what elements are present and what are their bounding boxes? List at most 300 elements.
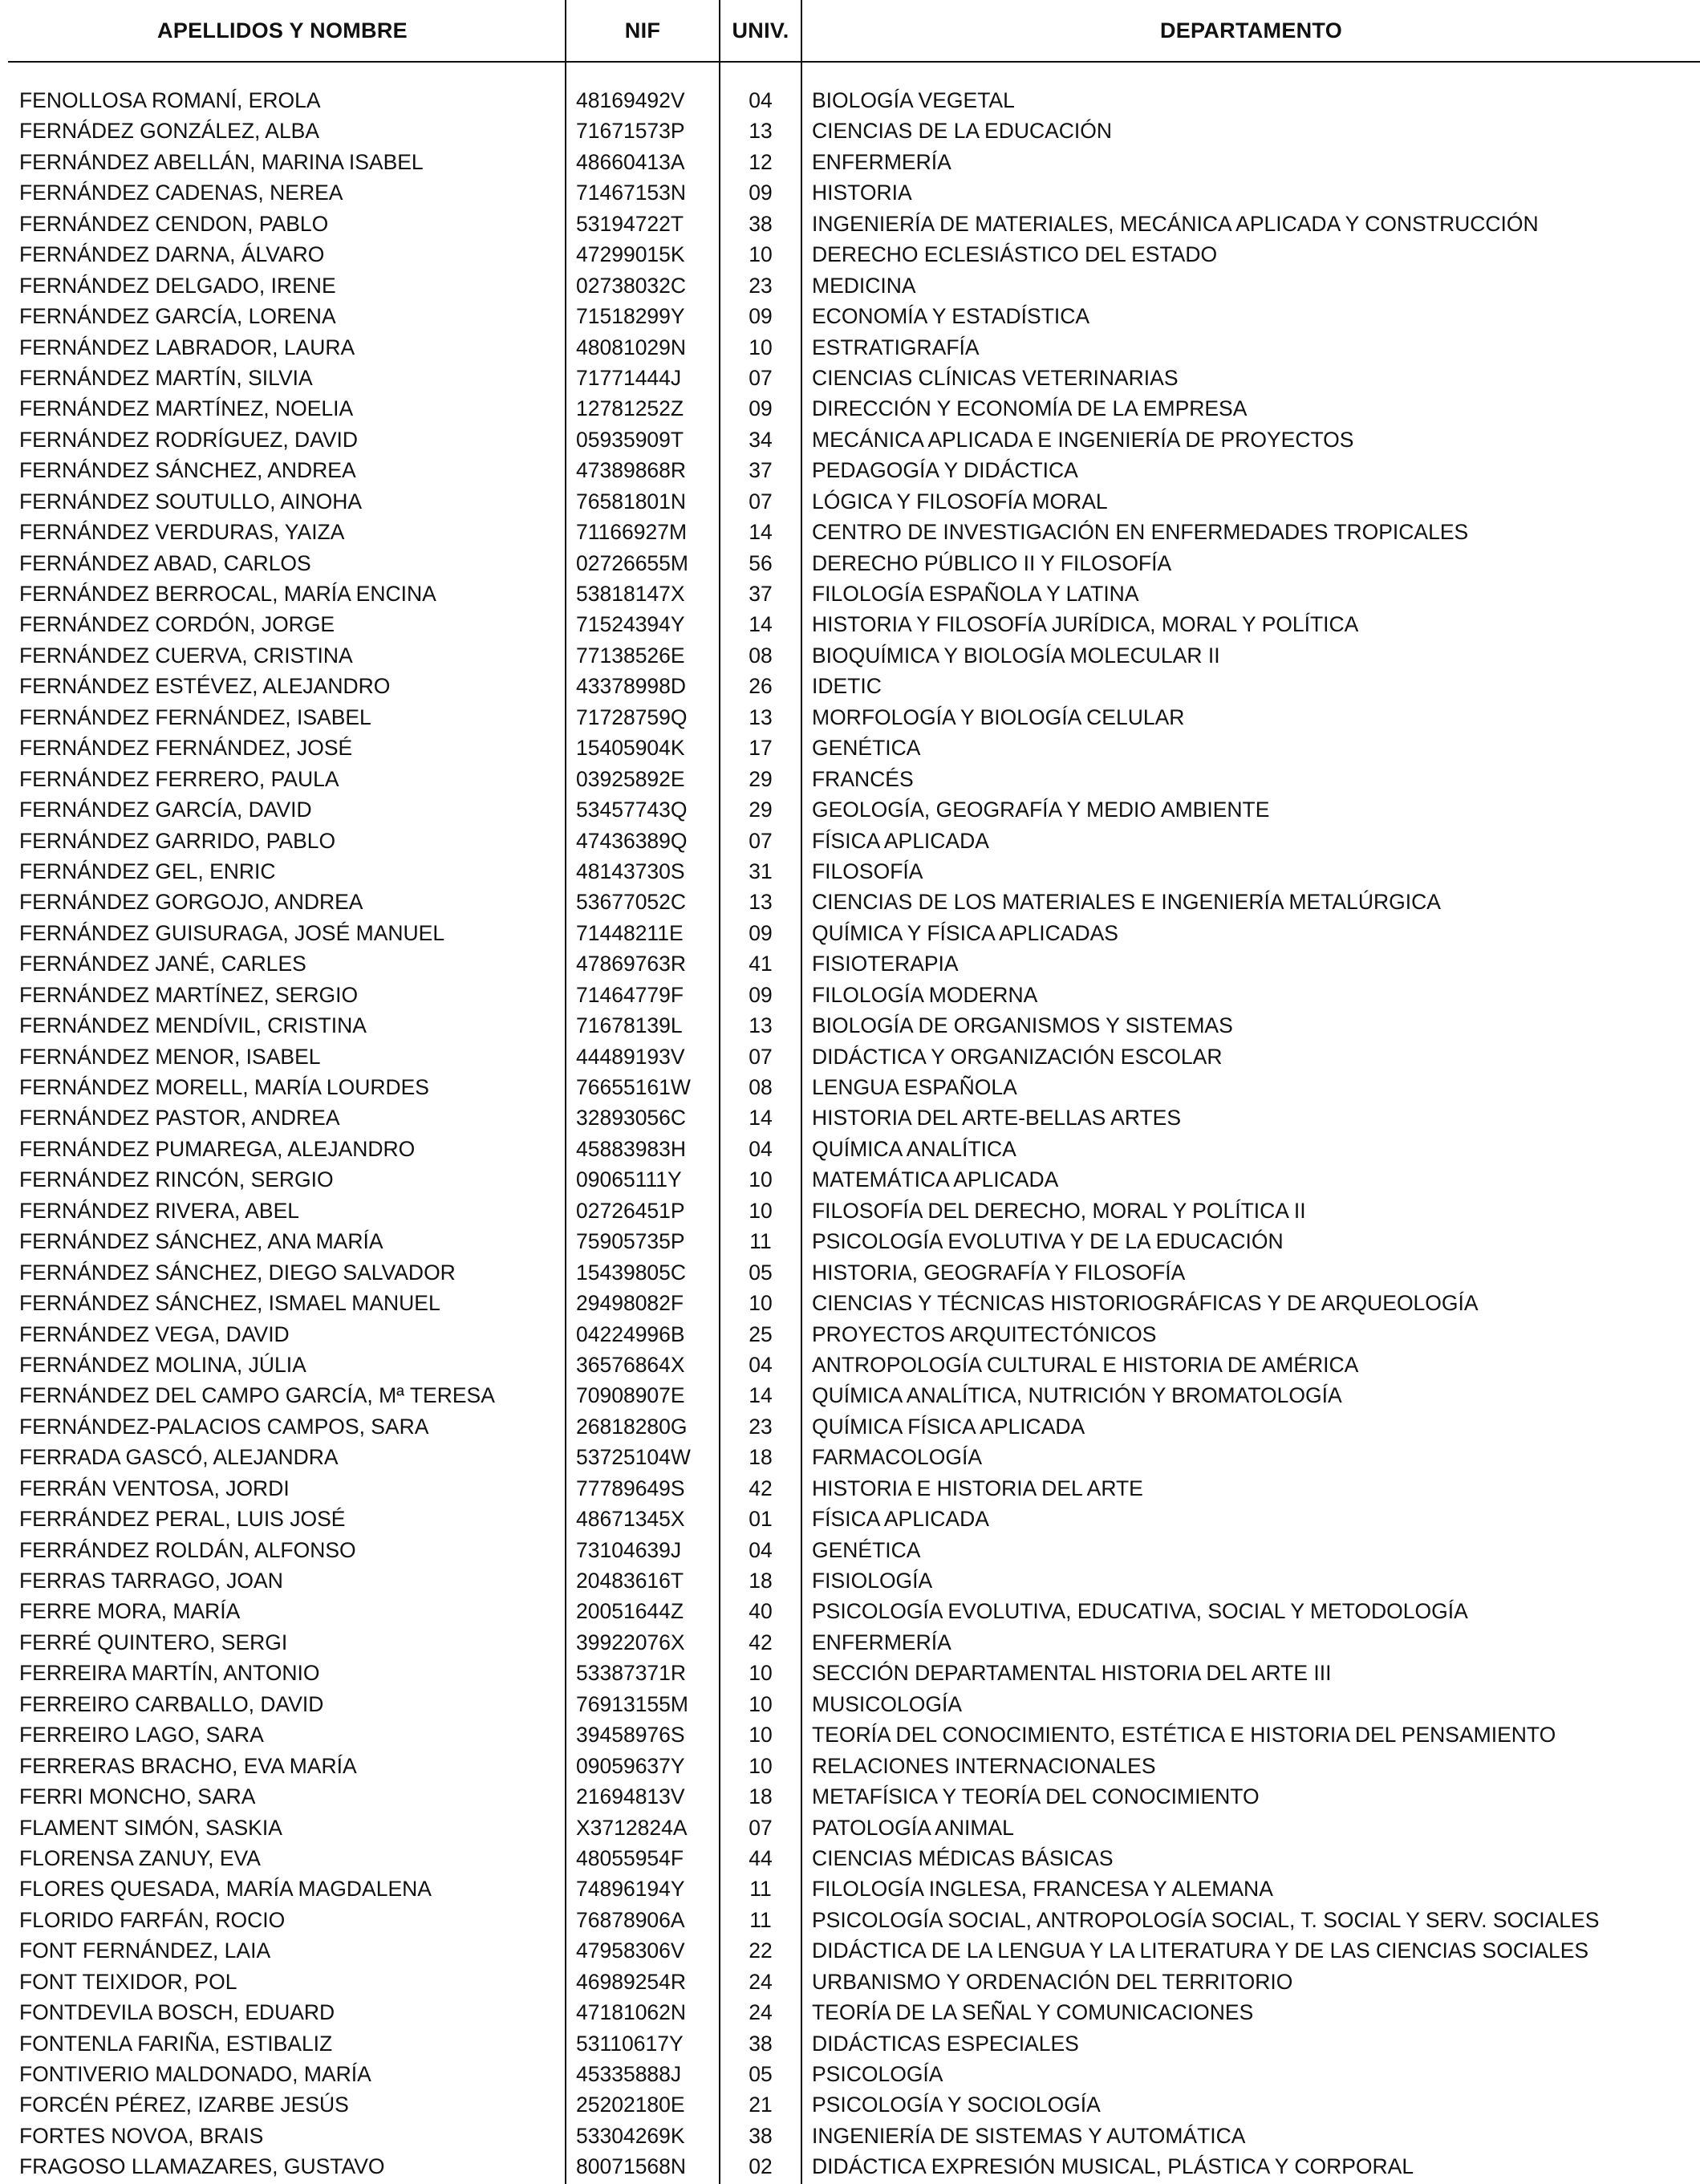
cell-univ: 42 bbox=[749, 1476, 773, 1500]
cell-univ: 24 bbox=[749, 2000, 773, 2025]
table-row bbox=[0, 1689, 1700, 1719]
cell-nif: 71671573P bbox=[576, 119, 685, 144]
cell-univ: 07 bbox=[749, 828, 773, 853]
table-row bbox=[0, 826, 1700, 856]
cell-department: URBANISMO Y ORDENACIÓN DEL TERRITORIO bbox=[812, 1969, 1293, 1994]
table-row bbox=[0, 1196, 1700, 1226]
cell-nif: 73104639J bbox=[576, 1537, 682, 1562]
cell-nif: 71464779F bbox=[576, 982, 684, 1007]
cell-name: FERNÁNDEZ RODRÍGUEZ, DAVID bbox=[19, 427, 359, 452]
cell-name: FERRÁNDEZ ROLDÁN, ALFONSO bbox=[19, 1537, 356, 1562]
cell-name: FONT FERNÁNDEZ, LAIA bbox=[19, 1938, 271, 1963]
table-row bbox=[0, 1257, 1700, 1288]
cell-nif: 71467153N bbox=[576, 181, 687, 205]
cell-nif: 48169492V bbox=[576, 88, 685, 112]
cell-nif: 48143730S bbox=[576, 859, 685, 883]
cell-nif: 71166927M bbox=[576, 520, 688, 545]
cell-nif: 53110617Y bbox=[576, 2031, 684, 2056]
cell-name: FLORIDO FARFÁN, ROCIO bbox=[19, 1907, 286, 1932]
cell-nif: 53677052C bbox=[576, 890, 687, 915]
cell-univ: 09 bbox=[749, 920, 773, 945]
cell-department: PSICOLOGÍA Y SOCIOLOGÍA bbox=[812, 2093, 1101, 2117]
cell-univ: 10 bbox=[749, 1691, 773, 1716]
table-row bbox=[0, 856, 1700, 887]
table-row bbox=[0, 1226, 1700, 1256]
table-row bbox=[0, 548, 1700, 578]
cell-nif: 47389868R bbox=[576, 458, 687, 483]
cell-department: PSICOLOGÍA bbox=[812, 2062, 943, 2086]
cell-univ: 37 bbox=[749, 582, 773, 606]
cell-department: DIDÁCTICAS ESPECIALES bbox=[812, 2031, 1079, 2056]
table-row bbox=[0, 1102, 1700, 1133]
cell-univ: 23 bbox=[749, 1414, 773, 1439]
cell-department: BIOLOGÍA DE ORGANISMOS Y SISTEMAS bbox=[812, 1013, 1233, 1038]
cell-department: FISIOLOGÍA bbox=[812, 1569, 933, 1593]
cell-univ: 14 bbox=[749, 1106, 773, 1131]
table-row bbox=[0, 733, 1700, 763]
cell-nif: 20483616T bbox=[576, 1569, 684, 1593]
cell-univ: 10 bbox=[749, 1723, 773, 1748]
cell-name: FERNÁNDEZ LABRADOR, LAURA bbox=[19, 335, 355, 359]
cell-name: FERNÁNDEZ GUISURAGA, JOSÉ MANUEL bbox=[19, 920, 445, 945]
cell-department: QUÍMICA ANALÍTICA bbox=[812, 1136, 1016, 1161]
table-row bbox=[0, 948, 1700, 979]
cell-name: FERRAS TARRAGO, JOAN bbox=[19, 1569, 283, 1593]
table-row bbox=[0, 486, 1700, 517]
cell-name: FERNÁNDEZ ABAD, CARLOS bbox=[19, 550, 311, 575]
cell-name: FERNÁNDEZ VERDURAS, YAIZA bbox=[19, 520, 345, 545]
cell-univ: 44 bbox=[749, 1845, 773, 1870]
cell-univ: 07 bbox=[749, 365, 773, 390]
cell-nif: 39922076X bbox=[576, 1630, 685, 1654]
cell-univ: 11 bbox=[749, 1877, 772, 1902]
table-row bbox=[0, 301, 1700, 331]
cell-name: FLORES QUESADA, MARÍA MAGDALENA bbox=[19, 1877, 432, 1902]
cell-nif: 76581801N bbox=[576, 489, 687, 514]
cell-nif: 48660413A bbox=[576, 149, 685, 174]
table-row bbox=[0, 887, 1700, 917]
table-row bbox=[0, 270, 1700, 301]
header-department: DEPARTAMENTO bbox=[1159, 18, 1343, 43]
cell-name: FERNÁNDEZ-PALACIOS CAMPOS, SARA bbox=[19, 1414, 429, 1439]
cell-nif: 47181062N bbox=[576, 2000, 687, 2025]
cell-name: FERNÁNDEZ PASTOR, ANDREA bbox=[19, 1106, 340, 1131]
cell-department: METAFÍSICA Y TEORÍA DEL CONOCIMIENTO bbox=[812, 1784, 1260, 1809]
cell-univ: 10 bbox=[749, 1753, 773, 1778]
cell-univ: 18 bbox=[749, 1445, 773, 1470]
cell-nif: 02726655M bbox=[576, 550, 688, 575]
cell-name: FERRÁNDEZ PERAL, LUIS JOSÉ bbox=[19, 1507, 346, 1532]
cell-department: CIENCIAS DE LOS MATERIALES E INGENIERÍA METALÚRGICA bbox=[812, 890, 1441, 915]
cell-univ: 17 bbox=[749, 736, 773, 761]
cell-department: CIENCIAS CLÍNICAS VETERINARIAS bbox=[812, 365, 1179, 390]
cell-name: FERRÉ QUINTERO, SERGI bbox=[19, 1630, 288, 1654]
cell-name: FRAGOSO LLAMAZARES, GUSTAVO bbox=[19, 2154, 385, 2179]
cell-department: FÍSICA APLICADA bbox=[812, 828, 989, 853]
table-row bbox=[0, 363, 1700, 393]
cell-nif: 05935909T bbox=[576, 427, 684, 452]
table-row bbox=[0, 1041, 1700, 1072]
cell-department: FILOLOGÍA MODERNA bbox=[812, 982, 1038, 1007]
cell-department: FISIOTERAPIA bbox=[812, 952, 959, 976]
cell-nif: 15405904K bbox=[576, 736, 685, 761]
table-row bbox=[0, 1350, 1700, 1380]
table-row bbox=[0, 1134, 1700, 1164]
cell-name: FONTDEVILA BOSCH, EDUARD bbox=[19, 2000, 335, 2025]
cell-department: ENFERMERÍA bbox=[812, 1630, 951, 1654]
cell-univ: 18 bbox=[749, 1784, 773, 1809]
cell-department: MATEMÁTICA APLICADA bbox=[812, 1167, 1059, 1192]
cell-name: FLAMENT SIMÓN, SASKIA bbox=[19, 1815, 282, 1840]
cell-name: FERNÁNDEZ CUERVA, CRISTINA bbox=[19, 643, 353, 668]
cell-nif: 48081029N bbox=[576, 335, 687, 359]
cell-nif: 20051644Z bbox=[576, 1599, 684, 1624]
table-row bbox=[0, 1781, 1700, 1812]
cell-name: FERNÁNDEZ GARCÍA, DAVID bbox=[19, 798, 312, 822]
cell-name: FERNÁNDEZ MORELL, MARÍA LOURDES bbox=[19, 1075, 429, 1099]
cell-nif: 48055954F bbox=[576, 1845, 684, 1870]
cell-department: PSICOLOGÍA EVOLUTIVA, EDUCATIVA, SOCIAL Y METODOLOGÍA bbox=[812, 1599, 1468, 1624]
table-row bbox=[0, 1997, 1700, 2028]
cell-department: GEOLOGÍA, GEOGRAFÍA Y MEDIO AMBIENTE bbox=[812, 798, 1270, 822]
cell-department: MUSICOLOGÍA bbox=[812, 1691, 963, 1716]
cell-name: FONTIVERIO MALDONADO, MARÍA bbox=[19, 2062, 371, 2086]
table-row bbox=[0, 671, 1700, 701]
cell-univ: 10 bbox=[749, 1291, 773, 1316]
table-row bbox=[0, 794, 1700, 825]
cell-nif: 09065111Y bbox=[576, 1167, 682, 1192]
cell-nif: 32893056C bbox=[576, 1106, 687, 1131]
cell-department: CENTRO DE INVESTIGACIÓN EN ENFERMEDADES TROPICALES bbox=[812, 520, 1469, 545]
cell-name: FONT TEIXIDOR, POL bbox=[19, 1969, 237, 1994]
cell-nif: 44489193V bbox=[576, 1044, 685, 1069]
table-row bbox=[0, 2059, 1700, 2089]
cell-name: FERRÁN VENTOSA, JORDI bbox=[19, 1476, 290, 1500]
cell-nif: 47436389Q bbox=[576, 828, 688, 853]
cell-name: FERNÁNDEZ CADENAS, NEREA bbox=[19, 181, 343, 205]
table-row bbox=[0, 1627, 1700, 1658]
cell-department: ANTROPOLOGÍA CULTURAL E HISTORIA DE AMÉRICA bbox=[812, 1352, 1359, 1377]
cell-department: FRANCÉS bbox=[812, 766, 914, 791]
cell-nif: 03925892E bbox=[576, 766, 685, 791]
cell-department: CIENCIAS MÉDICAS BÁSICAS bbox=[812, 1845, 1114, 1870]
cell-name: FERREIRA MARTÍN, ANTONIO bbox=[19, 1661, 320, 1686]
cell-nif: 15439805C bbox=[576, 1260, 687, 1285]
cell-univ: 09 bbox=[749, 396, 773, 421]
cell-department: BIOQUÍMICA Y BIOLOGÍA MOLECULAR II bbox=[812, 643, 1220, 668]
cell-name: FONTENLA FARIÑA, ESTIBALIZ bbox=[19, 2031, 333, 2056]
cell-name: FERNÁNDEZ DELGADO, IRENE bbox=[19, 273, 336, 298]
cell-univ: 14 bbox=[749, 612, 773, 637]
cell-name: FERNÁNDEZ MARTÍNEZ, SERGIO bbox=[19, 982, 359, 1007]
cell-department: PSICOLOGÍA EVOLUTIVA Y DE LA EDUCACIÓN bbox=[812, 1229, 1284, 1254]
cell-department: DIDÁCTICA EXPRESIÓN MUSICAL, PLÁSTICA Y CORPORAL bbox=[812, 2154, 1414, 2179]
cell-nif: 04224996B bbox=[576, 1321, 685, 1346]
cell-nif: 53818147X bbox=[576, 582, 685, 606]
cell-department: DERECHO ECLESIÁSTICO DEL ESTADO bbox=[812, 242, 1218, 267]
cell-department: LENGUA ESPAÑOLA bbox=[812, 1075, 1017, 1099]
cell-department: CIENCIAS DE LA EDUCACIÓN bbox=[812, 119, 1113, 144]
cell-name: FERNÁNDEZ CORDÓN, JORGE bbox=[19, 612, 335, 637]
cell-department: QUÍMICA ANALÍTICA, NUTRICIÓN Y BROMATOLOGÍA bbox=[812, 1383, 1342, 1408]
cell-univ: 13 bbox=[749, 890, 773, 915]
cell-department: MORFOLOGÍA Y BIOLOGÍA CELULAR bbox=[812, 704, 1185, 729]
cell-univ: 10 bbox=[749, 335, 773, 359]
cell-nif: 39458976S bbox=[576, 1723, 685, 1748]
header-univ: UNIV. bbox=[732, 18, 789, 43]
cell-name: FLORENSA ZANUY, EVA bbox=[19, 1845, 261, 1870]
cell-nif: 76655161W bbox=[576, 1075, 691, 1099]
cell-univ: 04 bbox=[749, 88, 773, 112]
table-row bbox=[0, 980, 1700, 1010]
cell-nif: 71678139L bbox=[576, 1013, 683, 1038]
cell-name: FERNÁNDEZ SÁNCHEZ, ANDREA bbox=[19, 458, 356, 483]
cell-univ: 41 bbox=[749, 952, 773, 976]
cell-nif: 45335888J bbox=[576, 2062, 682, 2086]
cell-name: FERNÁNDEZ GARRIDO, PABLO bbox=[19, 828, 336, 853]
cell-department: HISTORIA DEL ARTE-BELLAS ARTES bbox=[812, 1106, 1182, 1131]
table-row bbox=[0, 1473, 1700, 1504]
cell-nif: 43378998D bbox=[576, 674, 687, 699]
cell-univ: 08 bbox=[749, 1075, 773, 1099]
cell-name: FERNÁNDEZ PUMAREGA, ALEJANDRO bbox=[19, 1136, 416, 1161]
table-row bbox=[0, 1072, 1700, 1102]
cell-department: LÓGICA Y FILOSOFÍA MORAL bbox=[812, 489, 1108, 514]
cell-department: TEORÍA DE LA SEÑAL Y COMUNICACIONES bbox=[812, 2000, 1254, 2025]
table-row bbox=[0, 640, 1700, 671]
cell-univ: 07 bbox=[749, 1815, 773, 1840]
table-row bbox=[0, 147, 1700, 177]
cell-nif: 80071568N bbox=[576, 2154, 687, 2179]
table-row bbox=[0, 1935, 1700, 1966]
cell-univ: 05 bbox=[749, 2062, 773, 2086]
table-row bbox=[0, 2028, 1700, 2059]
table-row bbox=[0, 1442, 1700, 1472]
cell-univ: 01 bbox=[749, 1507, 773, 1532]
table-row bbox=[0, 1596, 1700, 1626]
cell-name: FERNÁNDEZ SÁNCHEZ, ANA MARÍA bbox=[19, 1229, 383, 1254]
cell-department: CIENCIAS Y TÉCNICAS HISTORIOGRÁFICAS Y DE ARQUEOLOGÍA bbox=[812, 1291, 1479, 1316]
cell-name: FERNÁNDEZ SOUTULLO, AINOHA bbox=[19, 489, 363, 514]
cell-department: HISTORIA Y FILOSOFÍA JURÍDICA, MORAL Y POLÍTICA bbox=[812, 612, 1359, 637]
table-row bbox=[0, 1380, 1700, 1411]
cell-name: FERNÁNDEZ SÁNCHEZ, DIEGO SALVADOR bbox=[19, 1260, 456, 1285]
cell-name: FERNÁNDEZ MENOR, ISABEL bbox=[19, 1044, 321, 1069]
cell-univ: 09 bbox=[749, 181, 773, 205]
table-row bbox=[0, 116, 1700, 146]
cell-nif: 29498082F bbox=[576, 1291, 684, 1316]
cell-department: IDETIC bbox=[812, 674, 882, 699]
cell-univ: 37 bbox=[749, 458, 773, 483]
table-row bbox=[0, 1751, 1700, 1781]
cell-department: RELACIONES INTERNACIONALES bbox=[812, 1753, 1156, 1778]
cell-name: FERNÁNDEZ GEL, ENRIC bbox=[19, 859, 276, 883]
cell-name: FERNÁNDEZ GORGOJO, ANDREA bbox=[19, 890, 363, 915]
table-row bbox=[0, 1010, 1700, 1041]
cell-univ: 10 bbox=[749, 1167, 773, 1192]
cell-department: QUÍMICA Y FÍSICA APLICADAS bbox=[812, 920, 1118, 945]
table-row bbox=[0, 1813, 1700, 1843]
cell-department: FILOLOGÍA INGLESA, FRANCESA Y ALEMANA bbox=[812, 1877, 1273, 1902]
table-row bbox=[0, 578, 1700, 609]
cell-name: FERNÁNDEZ DEL CAMPO GARCÍA, Mª TERESA bbox=[19, 1383, 495, 1408]
table-row bbox=[0, 517, 1700, 547]
header-rule bbox=[8, 61, 1700, 63]
cell-name: FERREIRO LAGO, SARA bbox=[19, 1723, 264, 1748]
cell-name: FERNÁNDEZ FERRERO, PAULA bbox=[19, 766, 339, 791]
cell-univ: 07 bbox=[749, 1044, 773, 1069]
cell-name: FERNÁNDEZ MOLINA, JÚLIA bbox=[19, 1352, 306, 1377]
cell-univ: 04 bbox=[749, 1352, 773, 1377]
table-row bbox=[0, 239, 1700, 270]
table-row bbox=[0, 1319, 1700, 1350]
table-row bbox=[0, 1504, 1700, 1534]
cell-name: FERNÁNDEZ MARTÍNEZ, NOELIA bbox=[19, 396, 354, 421]
table-row bbox=[0, 1843, 1700, 1873]
cell-department: FILOSOFÍA DEL DERECHO, MORAL Y POLÍTICA II bbox=[812, 1198, 1306, 1223]
cell-nif: 45883983H bbox=[576, 1136, 687, 1161]
table-row bbox=[0, 1565, 1700, 1596]
cell-nif: 70908907E bbox=[576, 1383, 685, 1408]
table-row bbox=[0, 2151, 1700, 2182]
table-row bbox=[0, 332, 1700, 363]
cell-univ: 34 bbox=[749, 427, 773, 452]
cell-univ: 56 bbox=[749, 550, 773, 575]
cell-department: FARMACOLOGÍA bbox=[812, 1445, 983, 1470]
cell-nif: 53725104W bbox=[576, 1445, 691, 1470]
cell-univ: 07 bbox=[749, 489, 773, 514]
cell-nif: X3712824A bbox=[576, 1815, 688, 1840]
cell-univ: 29 bbox=[749, 798, 773, 822]
cell-univ: 02 bbox=[749, 2154, 773, 2179]
cell-name: FORTES NOVOA, BRAIS bbox=[19, 2123, 264, 2148]
cell-nif: 71448211E bbox=[576, 920, 684, 945]
cell-department: GENÉTICA bbox=[812, 1537, 921, 1562]
cell-name: FERNÁDEZ GONZÁLEZ, ALBA bbox=[19, 119, 320, 144]
cell-nif: 47958306V bbox=[576, 1938, 685, 1963]
cell-nif: 47869763R bbox=[576, 952, 687, 976]
cell-department: PATOLOGÍA ANIMAL bbox=[812, 1815, 1014, 1840]
cell-department: ENFERMERÍA bbox=[812, 149, 951, 174]
cell-nif: 47299015K bbox=[576, 242, 685, 267]
table-body bbox=[0, 85, 1700, 2182]
cell-department: SECCIÓN DEPARTAMENTAL HISTORIA DEL ARTE III bbox=[812, 1661, 1332, 1686]
cell-nif: 75905735P bbox=[576, 1229, 685, 1254]
cell-univ: 29 bbox=[749, 766, 773, 791]
cell-nif: 53387371R bbox=[576, 1661, 687, 1686]
cell-department: MEDICINA bbox=[812, 273, 916, 298]
cell-nif: 46989254R bbox=[576, 1969, 687, 1994]
cell-name: FERNÁNDEZ CENDON, PABLO bbox=[19, 211, 329, 236]
cell-department: HISTORIA E HISTORIA DEL ARTE bbox=[812, 1476, 1143, 1500]
cell-univ: 14 bbox=[749, 520, 773, 545]
table-row bbox=[0, 918, 1700, 948]
cell-nif: 25202180E bbox=[576, 2093, 685, 2117]
cell-nif: 74896194Y bbox=[576, 1877, 685, 1902]
cell-department: INGENIERÍA DE MATERIALES, MECÁNICA APLICADA Y CONSTRUCCIÓN bbox=[812, 211, 1539, 236]
cell-department: DIDÁCTICA DE LA LENGUA Y LA LITERATURA Y DE LAS CIENCIAS SOCIALES bbox=[812, 1938, 1589, 1963]
cell-department: GENÉTICA bbox=[812, 736, 921, 761]
cell-department: FÍSICA APLICADA bbox=[812, 1507, 989, 1532]
cell-name: FERNÁNDEZ BERROCAL, MARÍA ENCINA bbox=[19, 582, 436, 606]
cell-department: FILOLOGÍA ESPAÑOLA Y LATINA bbox=[812, 582, 1139, 606]
cell-nif: 26818280G bbox=[576, 1414, 688, 1439]
cell-univ: 10 bbox=[749, 1661, 773, 1686]
cell-univ: 04 bbox=[749, 1537, 773, 1562]
cell-name: FERRE MORA, MARÍA bbox=[19, 1599, 241, 1624]
table-row bbox=[0, 424, 1700, 455]
cell-name: FERNÁNDEZ MENDÍVIL, CRISTINA bbox=[19, 1013, 367, 1038]
table-row bbox=[0, 1164, 1700, 1195]
cell-nif: 76913155M bbox=[576, 1691, 688, 1716]
cell-univ: 25 bbox=[749, 1321, 773, 1346]
cell-univ: 10 bbox=[749, 1198, 773, 1223]
table-row bbox=[0, 609, 1700, 639]
table-row bbox=[0, 1658, 1700, 1688]
cell-department: DIRECCIÓN Y ECONOMÍA DE LA EMPRESA bbox=[812, 396, 1248, 421]
header-name: APELLIDOS Y NOMBRE bbox=[157, 18, 408, 43]
cell-nif: 12781252Z bbox=[576, 396, 684, 421]
cell-department: PROYECTOS ARQUITECTÓNICOS bbox=[812, 1321, 1157, 1346]
cell-nif: 71728759Q bbox=[576, 704, 688, 729]
cell-name: FERNÁNDEZ RINCÓN, SERGIO bbox=[19, 1167, 334, 1192]
cell-department: MECÁNICA APLICADA E INGENIERÍA DE PROYECTOS bbox=[812, 427, 1354, 452]
cell-univ: 23 bbox=[749, 273, 773, 298]
cell-department: FILOSOFÍA bbox=[812, 859, 923, 883]
table-row bbox=[0, 1719, 1700, 1750]
cell-name: FERNÁNDEZ FERNÁNDEZ, ISABEL bbox=[19, 704, 371, 729]
cell-nif: 71518299Y bbox=[576, 304, 685, 329]
cell-name: FERRERAS BRACHO, EVA MARÍA bbox=[19, 1753, 357, 1778]
cell-univ: 38 bbox=[749, 2031, 773, 2056]
cell-univ: 13 bbox=[749, 119, 773, 144]
cell-univ: 11 bbox=[749, 1907, 772, 1932]
table-row bbox=[0, 2121, 1700, 2151]
cell-department: PEDAGOGÍA Y DIDÁCTICA bbox=[812, 458, 1078, 483]
cell-department: TEORÍA DEL CONOCIMIENTO, ESTÉTICA E HISTORIA DEL PENSAMIENTO bbox=[812, 1723, 1556, 1748]
table-row bbox=[0, 1905, 1700, 1935]
cell-univ: 05 bbox=[749, 1260, 773, 1285]
table-row bbox=[0, 85, 1700, 116]
table-row bbox=[0, 1873, 1700, 1904]
cell-univ: 26 bbox=[749, 674, 773, 699]
cell-department: DIDÁCTICA Y ORGANIZACIÓN ESCOLAR bbox=[812, 1044, 1223, 1069]
cell-univ: 38 bbox=[749, 211, 773, 236]
cell-univ: 09 bbox=[749, 304, 773, 329]
cell-nif: 71524394Y bbox=[576, 612, 685, 637]
cell-department: BIOLOGÍA VEGETAL bbox=[812, 88, 1015, 112]
cell-department: HISTORIA bbox=[812, 181, 912, 205]
cell-department: QUÍMICA FÍSICA APLICADA bbox=[812, 1414, 1085, 1439]
cell-department: DERECHO PÚBLICO II Y FILOSOFÍA bbox=[812, 550, 1172, 575]
cell-nif: 77789649S bbox=[576, 1476, 685, 1500]
table-row bbox=[0, 702, 1700, 733]
cell-nif: 02726451P bbox=[576, 1198, 685, 1223]
cell-department: INGENIERÍA DE SISTEMAS Y AUTOMÁTICA bbox=[812, 2123, 1246, 2148]
cell-nif: 53304269K bbox=[576, 2123, 685, 2148]
table-row bbox=[0, 177, 1700, 208]
cell-nif: 77138526E bbox=[576, 643, 685, 668]
cell-nif: 09059637Y bbox=[576, 1753, 685, 1778]
table-row bbox=[0, 1967, 1700, 1997]
cell-univ: 42 bbox=[749, 1630, 773, 1654]
cell-name: FENOLLOSA ROMANÍ, EROLA bbox=[19, 88, 321, 112]
cell-name: FERRI MONCHO, SARA bbox=[19, 1784, 256, 1809]
cell-name: FERNÁNDEZ ABELLÁN, MARINA ISABEL bbox=[19, 149, 424, 174]
cell-nif: 71771444J bbox=[576, 365, 682, 390]
cell-univ: 24 bbox=[749, 1969, 773, 1994]
cell-nif: 02738032C bbox=[576, 273, 687, 298]
